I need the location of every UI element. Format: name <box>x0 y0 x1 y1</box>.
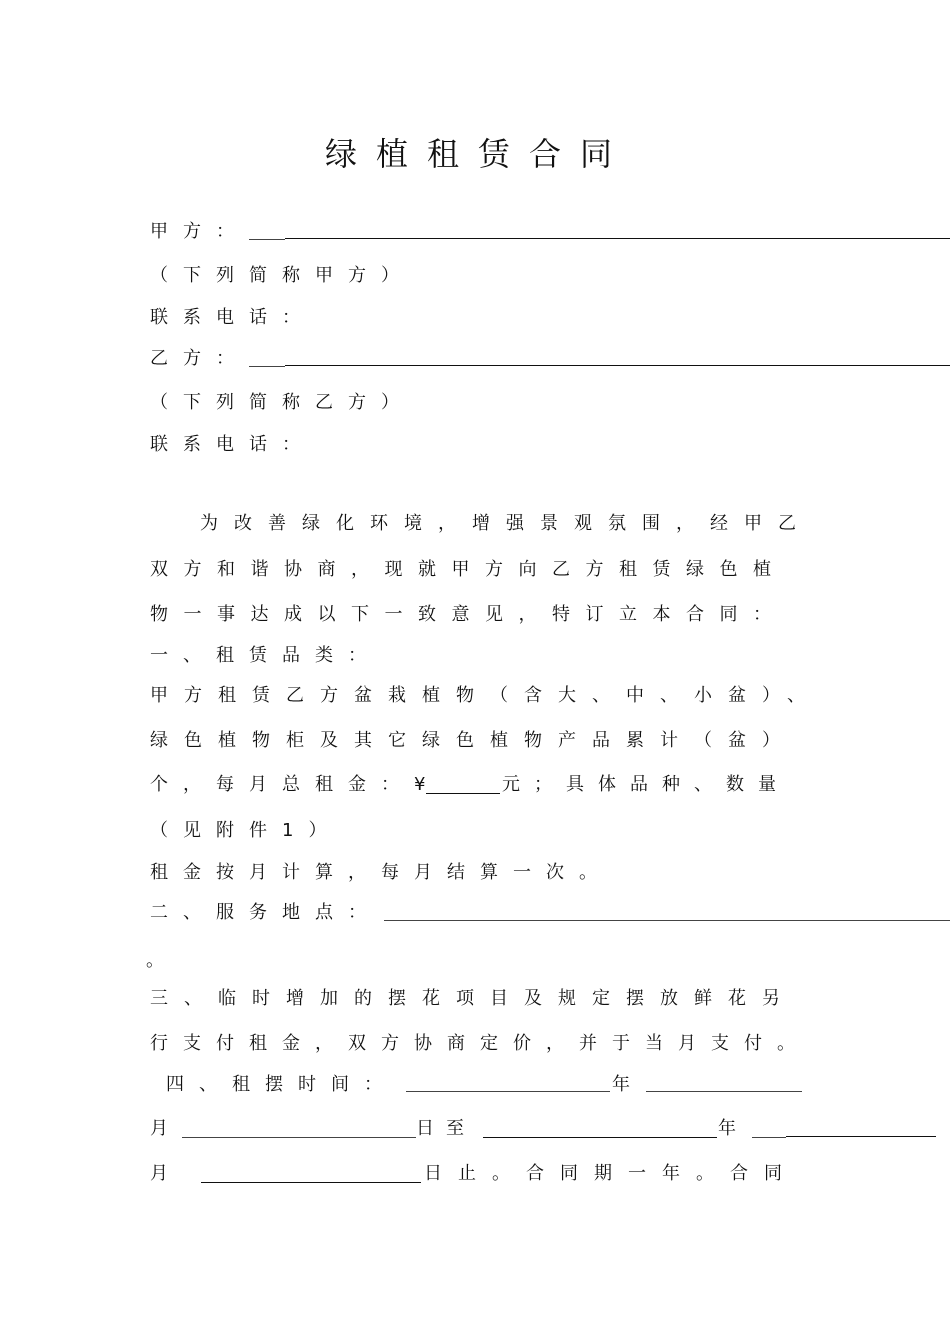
preamble-line-3: 物一事达成以下一致意见，特订立本合同： <box>150 604 787 625</box>
month-label-2: 月 <box>150 1163 170 1184</box>
end-year-blank[interactable] <box>483 1137 717 1138</box>
rent-amount-blank[interactable] <box>426 793 500 794</box>
section1-line-2: 绿色植物柜及其它绿色植物产品累计（盆） <box>150 730 796 751</box>
year-label-2: 年 <box>718 1118 738 1139</box>
document-title: 绿植租赁合同 <box>325 135 632 173</box>
section1-line-3a: 个，每月总租金：¥ <box>150 774 441 795</box>
party-b-label: 乙方： <box>150 348 249 369</box>
preamble-line-1: 为改善绿化环境，增强景观氛围，经甲乙 <box>200 513 812 534</box>
start-year-blank[interactable] <box>406 1091 610 1092</box>
section1-heading: 一、租赁品类： <box>150 645 381 666</box>
section2-end: 。 <box>146 950 179 971</box>
end-month-blank-a[interactable] <box>786 1136 936 1137</box>
section3-line-2: 行支付租金，双方协商定价，并于当月支付。 <box>150 1033 810 1054</box>
year-label-1: 年 <box>612 1074 632 1095</box>
party-a-blank[interactable] <box>285 238 950 239</box>
party-b-blank-lead <box>249 366 285 367</box>
section1-line-1: 甲方租赁乙方盆栽植物（含大、中、小盆）、 <box>150 685 821 706</box>
month-label-1: 月 <box>150 1118 170 1139</box>
day-to-label: 日至 <box>416 1118 476 1139</box>
party-a-phone-label: 联系电话： <box>150 307 315 328</box>
end-day-blank[interactable] <box>201 1182 421 1183</box>
section2-heading: 二、服务地点： <box>150 902 381 923</box>
service-location-blank[interactable] <box>384 920 950 921</box>
preamble-line-2: 双方和谐协商，现就甲方向乙方租赁绿色植 <box>150 559 787 580</box>
start-month-blank[interactable] <box>182 1137 416 1138</box>
party-a-label: 甲方： <box>150 221 249 242</box>
party-b-phone-label: 联系电话： <box>150 434 315 455</box>
party-b-blank[interactable] <box>285 365 950 366</box>
section1-line-4: （见附件1） <box>150 820 342 841</box>
section3-line-1: 三、临时增加的摆花项目及规定摆放鲜花另 <box>150 988 796 1009</box>
party-a-alias: （下列简称甲方） <box>150 265 414 286</box>
section1-line-5: 租金按月计算，每月结算一次。 <box>150 862 612 883</box>
start-month-blank-a[interactable] <box>646 1091 802 1092</box>
party-b-alias: （下列简称乙方） <box>150 392 414 413</box>
end-month-blank-lead <box>752 1137 786 1138</box>
party-a-blank-lead <box>249 239 285 240</box>
section1-line-3b: 元；具体品种、数量 <box>502 774 790 795</box>
day-end-label: 日止。合同期一年。合同 <box>424 1163 798 1184</box>
section4-heading: 四、租摆时间： <box>166 1074 397 1095</box>
